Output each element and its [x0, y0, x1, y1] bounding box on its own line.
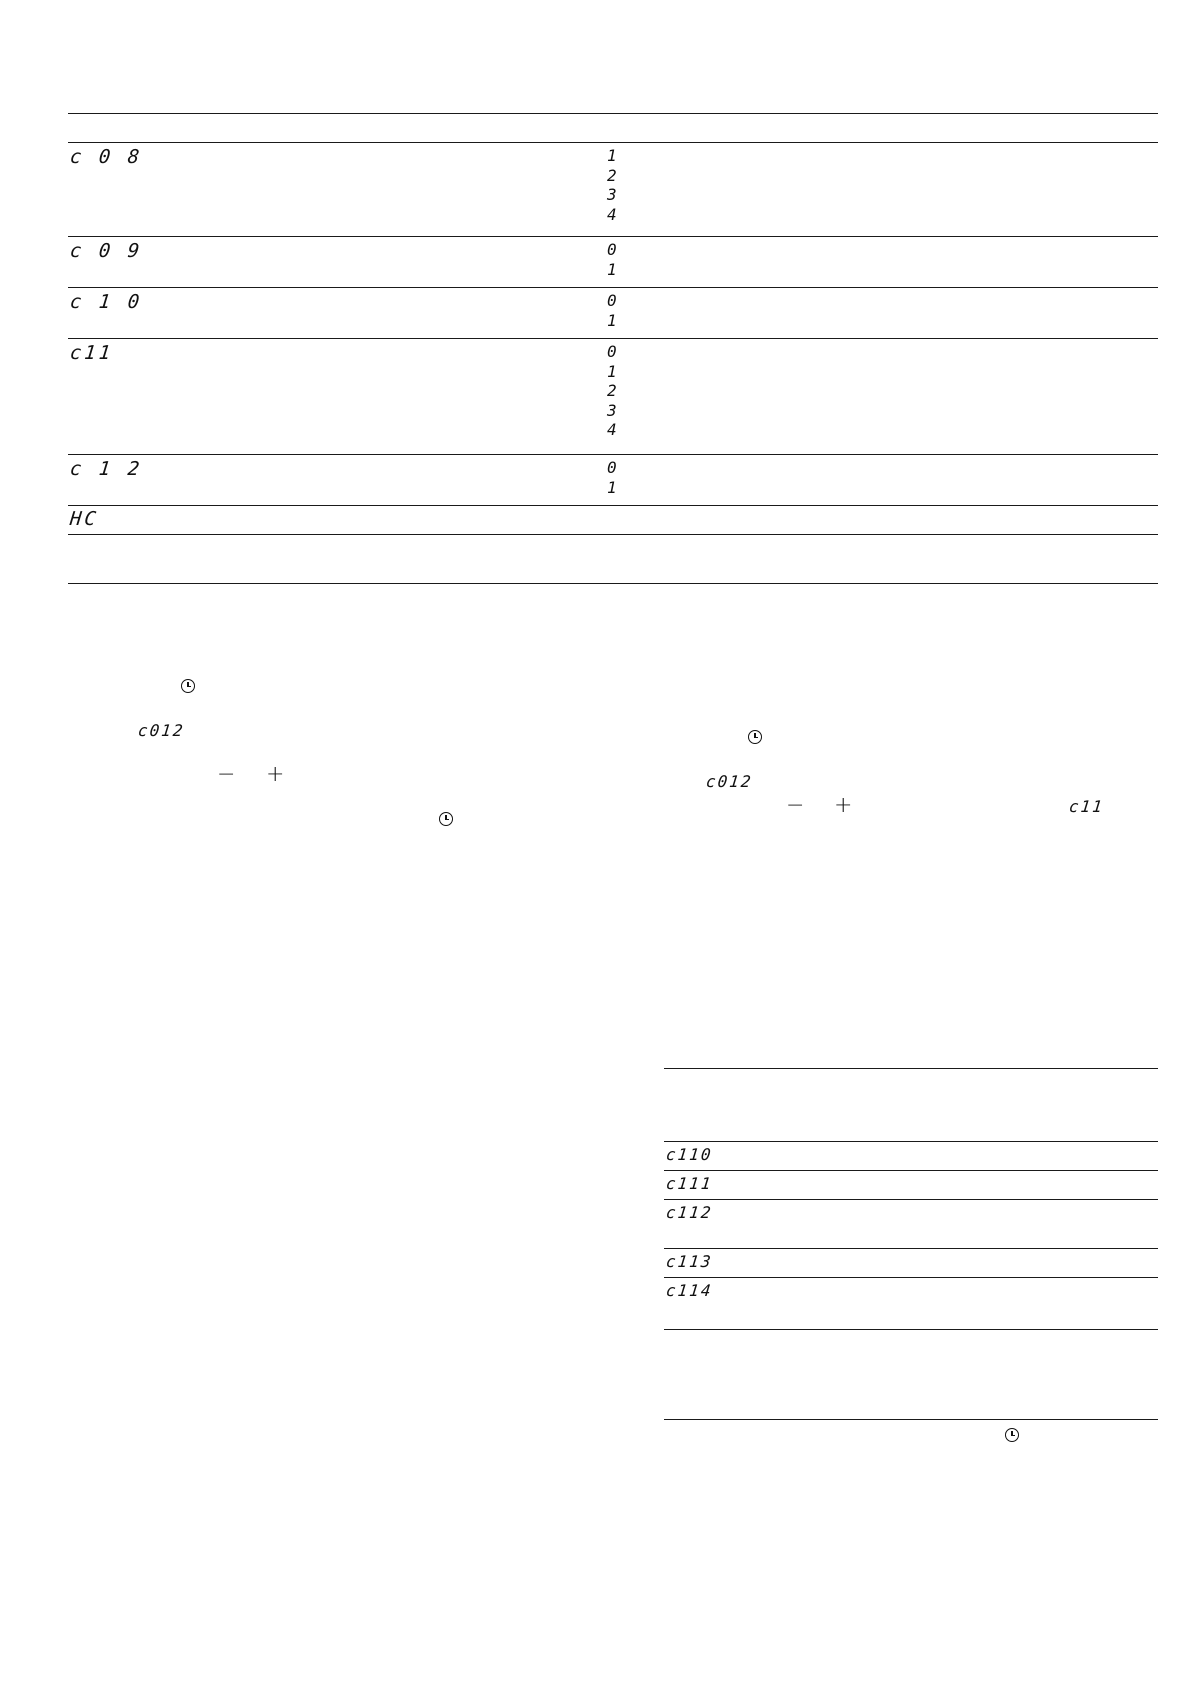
table-row-divider: [68, 505, 1158, 506]
table-row-divider: [68, 534, 1158, 535]
sub-setting-code: c114: [665, 1281, 714, 1300]
setting-code: c 1 0: [68, 291, 144, 313]
clock-icon: [439, 812, 453, 826]
table-row-divider: [664, 1248, 1158, 1249]
table-rule-header: [664, 1141, 1158, 1142]
sub-setting-code: c113: [665, 1252, 714, 1271]
target-code-display: c11: [1068, 797, 1105, 816]
clock-icon: [748, 730, 762, 744]
sub-setting-code: c112: [665, 1203, 714, 1222]
setting-values: 1 2 3 4: [607, 146, 617, 224]
minus-icon: −: [217, 762, 236, 787]
table-rule-top: [664, 1068, 1158, 1069]
code-display: c012: [137, 721, 186, 740]
setting-values: 0 1: [607, 291, 617, 330]
minus-icon: −: [786, 793, 805, 818]
code-display: c012: [705, 772, 754, 791]
table-row-divider: [664, 1277, 1158, 1278]
table-row-divider: [664, 1199, 1158, 1200]
setting-code: HC: [68, 508, 101, 530]
setting-code: c 1 2: [68, 458, 144, 480]
setting-code: c11: [68, 342, 115, 364]
setting-code: c 0 8: [68, 146, 144, 168]
clock-icon: [1005, 1428, 1019, 1442]
table-rule-bottom: [664, 1329, 1158, 1330]
plus-icon: +: [266, 762, 285, 787]
clock-icon: [181, 679, 195, 693]
setting-code: c 0 9: [68, 240, 144, 262]
table-rule-top: [68, 113, 1158, 114]
setting-values: 0 1: [607, 240, 617, 279]
table-rule-bottom: [68, 583, 1158, 584]
table-rule-header: [68, 142, 1158, 143]
table-row-divider: [68, 454, 1158, 455]
table-row-divider: [68, 236, 1158, 237]
setting-values: 0 1 2 3 4: [607, 342, 617, 439]
sub-setting-code: c110: [665, 1145, 714, 1164]
table-row-divider: [68, 287, 1158, 288]
setting-values: 0 1: [607, 458, 617, 497]
sub-setting-code: c111: [665, 1174, 714, 1193]
plus-icon: +: [834, 793, 853, 818]
note-rule: [664, 1419, 1158, 1420]
table-row-divider: [664, 1170, 1158, 1171]
table-row-divider: [68, 338, 1158, 339]
